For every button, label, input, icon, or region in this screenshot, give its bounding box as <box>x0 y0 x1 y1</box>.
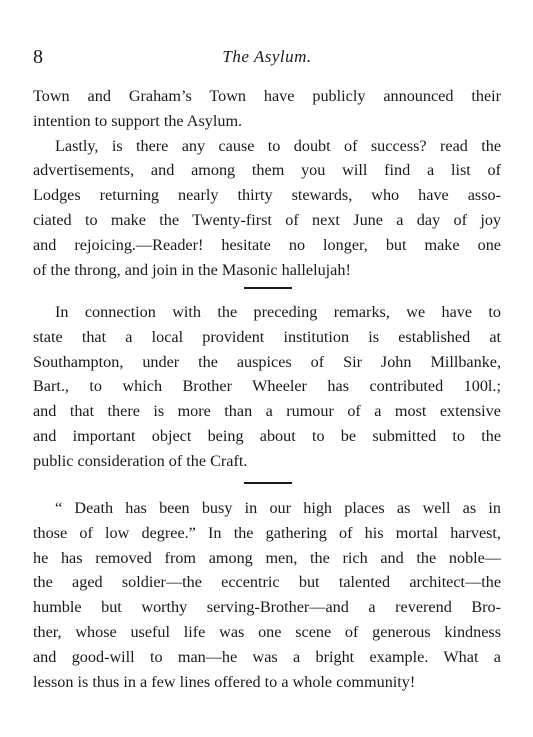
page-number: 8 <box>33 46 43 68</box>
text-line: public consideration of the Craft. <box>33 451 248 470</box>
text-line: and that there is more than a rumour of a most extensive <box>33 402 501 421</box>
text-line: and important object being about to be submitted to the <box>33 426 502 445</box>
text-line: “ Death has been busy in our high places as well as in <box>55 499 501 517</box>
text-line: Lastly, is there any cause to doubt of success? read the <box>55 136 502 155</box>
text-line: humble but worthy serving-Brother—and a reverend Bro- <box>33 598 502 617</box>
text-line: lesson is thus in a few lines offered to a whole community! <box>33 672 416 691</box>
text-line: and rejoicing.—Reader! hesitate no longer, but make one <box>33 235 501 254</box>
text-line: Town and Graham’s Town have publicly announced their <box>33 87 502 105</box>
text-line: Southampton, under the auspices of Sir John Millbanke, <box>33 352 502 371</box>
text-line: the aged soldier—the eccentric but talented architect—the <box>33 573 502 592</box>
page-header <box>33 46 501 70</box>
text-line: of the throng, and join in the Masonic hallelujah! <box>33 260 351 279</box>
paragraph-1 <box>33 84 501 134</box>
paragraph-4 <box>33 496 501 694</box>
text-line: state that a local provident institution is established at <box>33 327 502 346</box>
text-line: Lodges returning nearly thirty stewards, who have asso- <box>33 186 502 205</box>
text-line: In connection with the preceding remarks, we have to <box>55 303 502 321</box>
text-line: Bart., to which Brother Wheeler has contributed 100l.; <box>33 377 501 396</box>
text-line: intention to support the Asylum. <box>33 111 243 130</box>
text-line: he has removed from among men, the rich and the noble— <box>33 548 502 567</box>
text-line: ciated to make the Twenty-first of next June a day of joy <box>33 210 502 229</box>
paragraph-2 <box>33 134 501 283</box>
text-line: and good-will to man—he was a bright example. What a <box>33 647 501 666</box>
paragraph-3 <box>33 300 501 474</box>
text-line: those of low degree.” In the gathering of his mortal harvest, <box>33 523 501 542</box>
text-line: ther, whose useful life was one scene of generous kindness <box>33 622 502 641</box>
section-divider <box>244 482 292 484</box>
running-title: The Asylum. <box>222 47 312 66</box>
text-line: advertisements, and among them you will find a list of <box>33 161 502 180</box>
section-divider <box>244 287 292 289</box>
